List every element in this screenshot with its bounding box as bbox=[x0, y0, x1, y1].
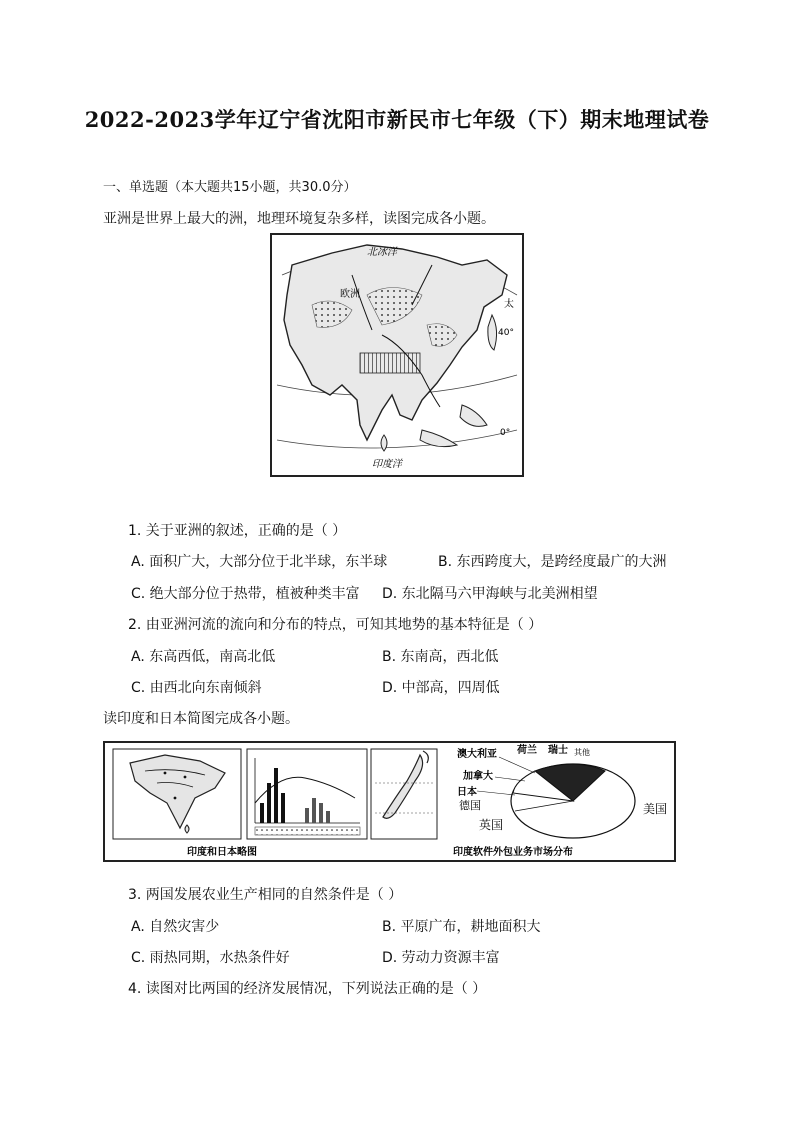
page-title: 2022-2023学年辽宁省沈阳市新民市七年级（下）期末地理试卷 bbox=[84, 107, 710, 132]
q3-stem: 3. 两国发展农业生产相同的自然条件是（ ） bbox=[128, 887, 403, 903]
pie-label-australia: 澳大利亚 bbox=[457, 749, 497, 760]
q3-option-d[interactable]: D. 劳动力资源丰富 bbox=[382, 950, 500, 966]
map-label-pacific: 太 bbox=[504, 299, 514, 310]
asia-map-drawing bbox=[272, 235, 522, 475]
asia-map bbox=[270, 233, 524, 477]
pie-label-canada: 加拿大 bbox=[463, 771, 493, 782]
pie-label-usa: 美国 bbox=[643, 802, 668, 816]
q2-option-c[interactable]: C. 由西北向东南倾斜 bbox=[131, 680, 262, 696]
map-label-lat40: 40° bbox=[498, 328, 514, 338]
pie-label-japan: 日本 bbox=[457, 787, 477, 798]
map-label-lat0: 0° bbox=[500, 428, 511, 438]
figure-caption-left: 印度和日本略图 bbox=[187, 847, 257, 858]
q4-stem: 4. 读图对比两国的经济发展情况，下列说法正确的是（ ） bbox=[128, 981, 487, 997]
figure-caption-right: 印度软件外包业务市场分布 bbox=[453, 847, 573, 858]
q3-option-b[interactable]: B. 平原广布，耕地面积大 bbox=[382, 919, 541, 935]
q3-option-c[interactable]: C. 雨热同期，水热条件好 bbox=[131, 950, 290, 966]
q1-option-c[interactable]: C. 绝大部分位于热带，植被种类丰富 bbox=[131, 586, 360, 602]
q1-stem: 1. 关于亚洲的叙述，正确的是（ ） bbox=[128, 523, 347, 539]
india-japan-drawing bbox=[105, 743, 674, 860]
q1-option-a[interactable]: A. 面积广大，大部分位于北半球，东半球 bbox=[131, 554, 388, 570]
intro-india-japan: 读印度和日本简图完成各小题。 bbox=[103, 711, 299, 727]
section-heading: 一、单选题（本大题共15小题，共30.0分） bbox=[103, 180, 357, 195]
q1-option-d[interactable]: D. 东北隔马六甲海峡与北美洲相望 bbox=[382, 586, 598, 602]
intro-asia: 亚洲是世界上最大的洲，地理环境复杂多样，读图完成各小题。 bbox=[103, 211, 495, 227]
pie-label-netherlands: 荷兰 bbox=[517, 745, 537, 756]
pie-label-other: 其他 bbox=[574, 748, 590, 757]
pie-label-germany: 德国 bbox=[459, 799, 481, 812]
q2-stem: 2. 由亚洲河流的流向和分布的特点，可知其地势的基本特征是（ ） bbox=[128, 617, 543, 633]
q1-option-b[interactable]: B. 东西跨度大，是跨经度最广的大洲 bbox=[438, 554, 667, 570]
india-japan-figure bbox=[103, 741, 676, 862]
pie-label-switzerland: 瑞士 bbox=[548, 745, 568, 756]
map-label-europe: 欧洲 bbox=[340, 289, 360, 300]
q3-option-a[interactable]: A. 自然灾害少 bbox=[131, 919, 220, 935]
map-label-indian: 印度洋 bbox=[372, 459, 402, 470]
pie-label-uk: 英国 bbox=[479, 818, 504, 832]
q2-option-d[interactable]: D. 中部高，四周低 bbox=[382, 680, 500, 696]
map-label-arctic: 北冰洋 bbox=[367, 247, 397, 258]
q2-option-b[interactable]: B. 东南高，西北低 bbox=[382, 649, 499, 665]
q2-option-a[interactable]: A. 东高西低，南高北低 bbox=[131, 649, 276, 665]
